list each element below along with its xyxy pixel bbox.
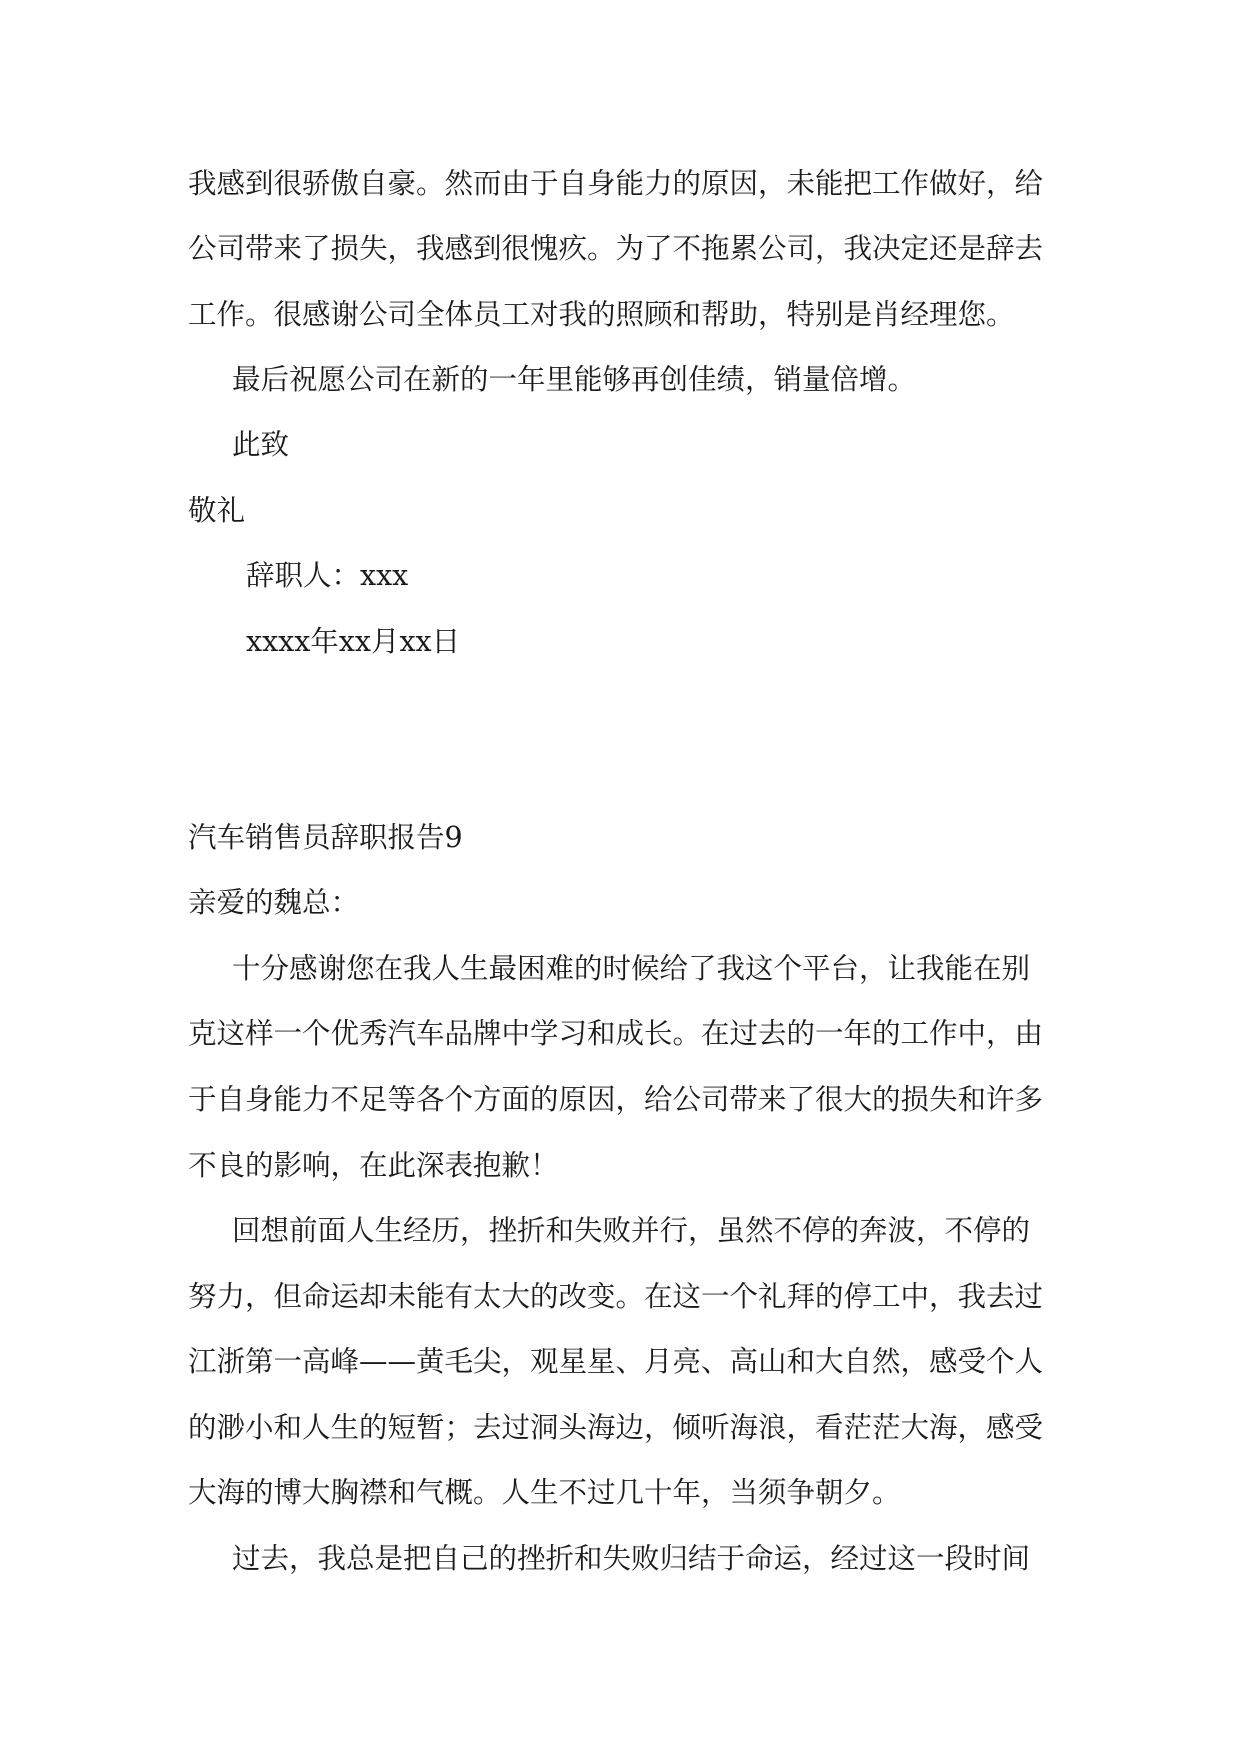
closing-regards: 敬礼 [188, 494, 246, 527]
paragraph-line: 公司带来了损失，我感到很愧疚。为了不拖累公司，我决定还是辞去 [188, 232, 1044, 265]
paragraph-line: 工作。很感谢公司全体员工对我的照顾和帮助，特别是肖经理您。 [188, 298, 1015, 331]
greeting: 亲爱的魏总： [188, 886, 360, 919]
paragraph-line: 不良的影响，在此深表抱歉！ [188, 1149, 559, 1182]
paragraph-line: 江浙第一高峰——黄毛尖，观星星、月亮、高山和大自然，感受个人 [188, 1345, 1044, 1378]
section-title: 汽车销售员辞职报告9 [188, 821, 463, 854]
signature-name: 辞职人：xxx [246, 559, 409, 592]
paragraph-line: 大海的博大胸襟和气概。人生不过几十年，当须争朝夕。 [188, 1476, 901, 1509]
paragraph-line: 的渺小和人生的短暂；去过洞头海边，倾听海浪，看茫茫大海，感受 [188, 1411, 1044, 1444]
paragraph-line: 于自身能力不足等各个方面的原因，给公司带来了很大的损失和许多 [188, 1083, 1044, 1116]
paragraph-line: 过去，我总是把自己的挫折和失败归结于命运，经过这一段时间 [232, 1542, 1031, 1575]
signature-date: xxxx年xx月xx日 [246, 625, 461, 658]
paragraph-line: 十分感谢您在我人生最困难的时候给了我这个平台，让我能在别 [232, 952, 1031, 985]
paragraph-line: 我感到很骄傲自豪。然而由于自身能力的原因，未能把工作做好，给 [188, 167, 1044, 200]
closing-salutation: 此致 [232, 428, 290, 461]
paragraph-line: 努力，但命运却未能有太大的改变。在这一个礼拜的停工中，我去过 [188, 1280, 1044, 1313]
paragraph-line: 回想前面人生经历，挫折和失败并行，虽然不停的奔波，不停的 [232, 1214, 1031, 1247]
paragraph-line: 最后祝愿公司在新的一年里能够再创佳绩，销量倍增。 [232, 363, 917, 396]
paragraph-line: 克这样一个优秀汽车品牌中学习和成长。在过去的一年的工作中，由 [188, 1017, 1044, 1050]
